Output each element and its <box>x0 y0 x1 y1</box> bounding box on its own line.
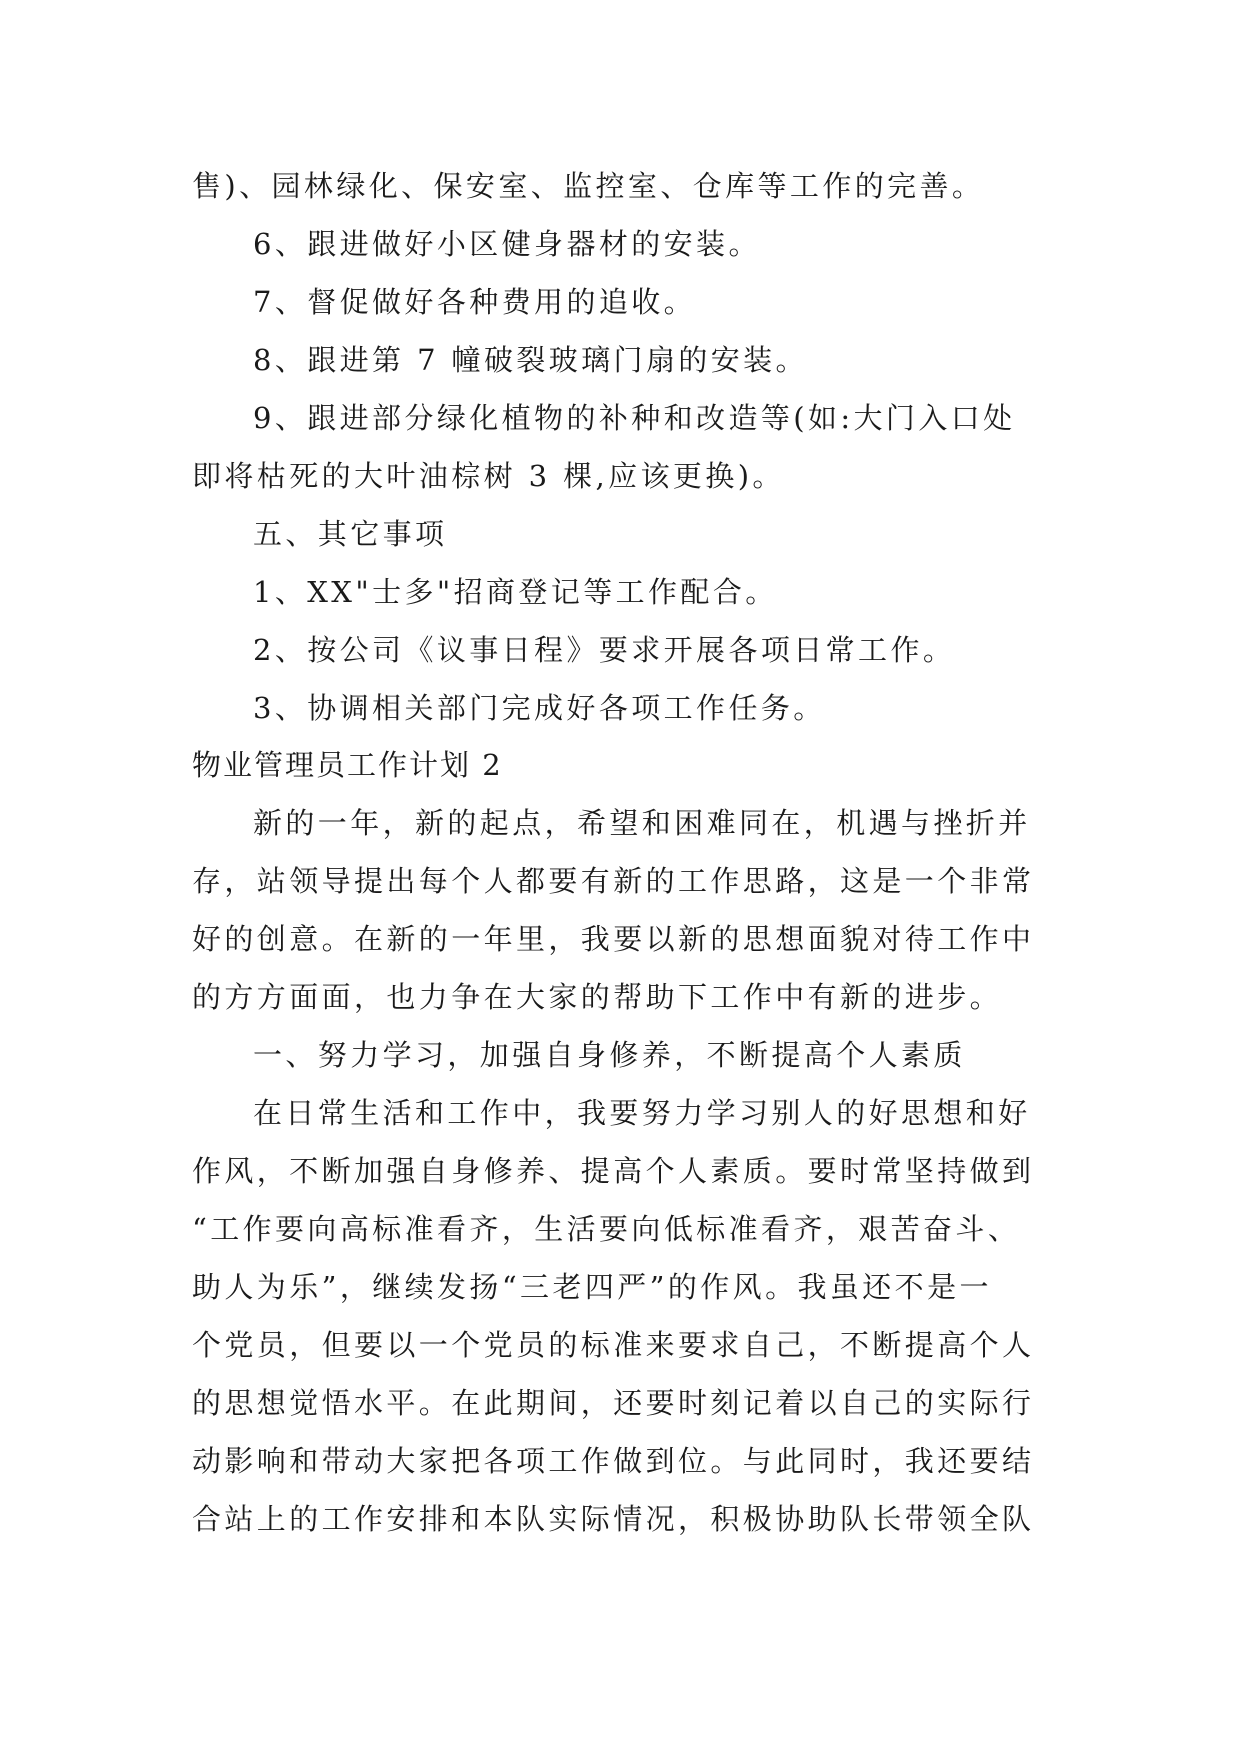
paragraph-line: 个党员，但要以一个党员的标准来要求自己，不断提高个人 <box>192 1328 1035 1362</box>
list-item: 1、XX"士多"招商登记等工作配合。 <box>253 575 778 609</box>
list-item: 7、督促做好各种费用的追收。 <box>253 285 697 319</box>
paragraph-line: 的方方面面，也力争在大家的帮助下工作中有新的进步。 <box>192 980 1003 1014</box>
list-item: 2、按公司《议事日程》要求开展各项日常工作。 <box>253 633 956 667</box>
paragraph-line: 合站上的工作安排和本队实际情况，积极协助队长带领全队 <box>192 1502 1035 1536</box>
paragraph-line: 助人为乐”，继续发扬“三老四严”的作风。我虽还不是一 <box>192 1270 992 1304</box>
document-title: 物业管理员工作计划 2 <box>192 748 503 782</box>
paragraph-line: 好的创意。在新的一年里，我要以新的思想面貌对待工作中 <box>192 922 1035 956</box>
list-item: 6、跟进做好小区健身器材的安装。 <box>253 227 761 261</box>
section-heading: 一、努力学习，加强自身修养，不断提高个人素质 <box>253 1038 966 1072</box>
paragraph-line: 作风，不断加强自身修养、提高个人素质。要时常坚持做到 <box>192 1154 1035 1188</box>
paragraph-line: 在日常生活和工作中，我要努力学习别人的好思想和好 <box>253 1096 1031 1130</box>
list-item: 9、跟进部分绿化植物的补种和改造等(如:大门入口处 <box>253 401 1016 435</box>
list-item: 8、跟进第 7 幢破裂玻璃门扇的安装。 <box>253 343 808 377</box>
paragraph-line: “工作要向高标准看齐，生活要向低标准看齐，艰苦奋斗、 <box>192 1212 1021 1246</box>
list-item: 3、协调相关部门完成好各项工作任务。 <box>253 691 826 725</box>
text-line: 即将枯死的大叶油棕树 3 棵,应该更换)。 <box>192 459 785 493</box>
paragraph-line: 动影响和带动大家把各项工作做到位。与此同时，我还要结 <box>192 1444 1035 1478</box>
paragraph-line: 新的一年，新的起点，希望和困难同在，机遇与挫折并 <box>253 806 1031 840</box>
section-heading: 五、其它事项 <box>253 517 448 551</box>
text-line: 售)、园林绿化、保安室、监控室、仓库等工作的完善。 <box>192 169 985 203</box>
paragraph-line: 存，站领导提出每个人都要有新的工作思路，这是一个非常 <box>192 864 1035 898</box>
paragraph-line: 的思想觉悟水平。在此期间，还要时刻记着以自己的实际行 <box>192 1386 1035 1420</box>
